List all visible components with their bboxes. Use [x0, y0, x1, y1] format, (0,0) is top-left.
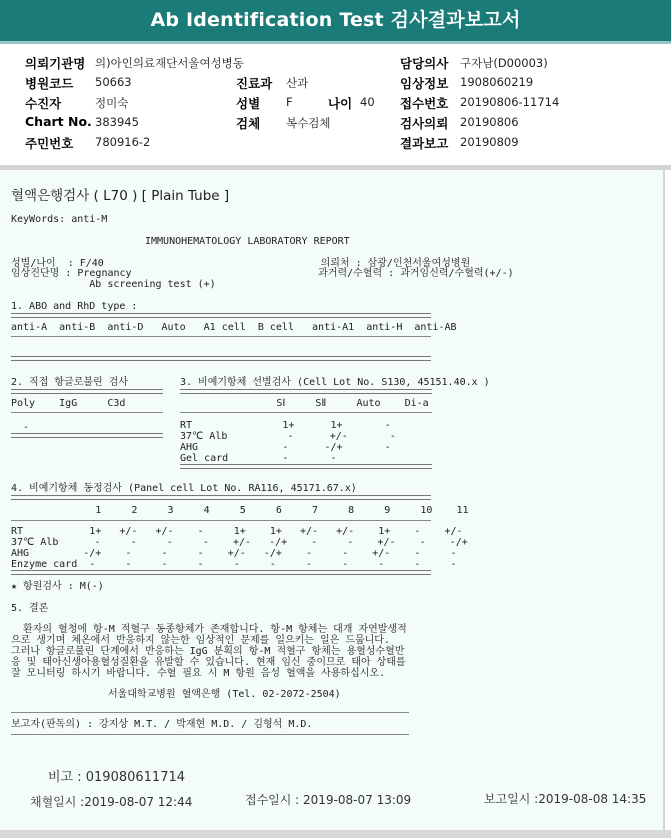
resident-no-label: 주민번호 — [25, 136, 74, 151]
conclusion-line: 잘 모니터링 하시기 바랍니다. 수혈 필요 시 M 항원 음성 혈액을 사용하십시오. — [11, 668, 386, 679]
section-title: 혈액은행검사 ( L70 ) [ Plain Tube ] — [11, 188, 230, 204]
clinical-info-label: 임상정보 — [400, 76, 449, 91]
info-line-1: 성별/나이 : F/40 의뢰처 : 삼광/인천서울여성병원 — [11, 258, 471, 269]
institution-value: 의)아인의료재단서울여성병동 — [95, 56, 244, 70]
hospital-code-value: 50663 — [95, 75, 132, 89]
report-date-label: 결과보고 — [400, 136, 449, 151]
gender-value: F — [286, 95, 293, 109]
institution-label: 의뢰기관명 — [25, 56, 86, 71]
resident-no-value: 780916-2 — [95, 135, 151, 149]
specimen-value: 복수검체 — [286, 116, 331, 130]
screen-row: 37℃ Alb - +/- - — [180, 431, 396, 442]
note: 비고 : 019080611714 — [48, 770, 186, 785]
conclusion-line: 으로 생기며 체온에서 반응하지 않는한 임상적인 문제를 일으키는 일은 드뭅니다. — [11, 635, 390, 646]
info-line-2: 임상진단명 : Pregnancy 과거력/수혈력 : 과거임신력/수혈력(+/-) — [11, 268, 514, 279]
age-label: 나이 — [328, 96, 353, 111]
panel-row: Enzyme card - - - - - - - - - - - — [11, 559, 457, 570]
divider — [11, 389, 163, 394]
dat-row: - — [11, 422, 30, 433]
patient-value: 정미숙 — [95, 96, 129, 110]
divider — [11, 356, 431, 361]
collected-datetime: 채혈일시 :2019-08-07 12:44 — [30, 795, 193, 809]
divider — [11, 570, 431, 575]
received-datetime: 접수일시 : 2019-08-07 13:09 — [245, 793, 412, 807]
reported-datetime: 보고일시 :2019-08-08 14:35 — [484, 792, 647, 806]
divider — [11, 520, 431, 521]
lab-title: IMMUNOHEMATOLOGY LABORATORY REPORT — [145, 236, 350, 247]
antigen-test: ★ 항원검사 : M(-) — [11, 581, 104, 592]
divider — [11, 734, 409, 735]
receipt-no-value: 20190806-11714 — [460, 95, 560, 109]
hospital-code-label: 병원코드 — [25, 76, 74, 91]
specimen-label: 검체 — [236, 116, 261, 131]
screen-title: 3. 비예기항체 선별검사 (Cell Lot No. S130, 45151.40.x ) — [180, 377, 490, 388]
age-value: 40 — [360, 95, 375, 109]
bottom-edge — [0, 830, 671, 838]
dat-title: 2. 직접 항글로불린 검사 — [11, 377, 129, 388]
patient-label: 수진자 — [25, 96, 62, 111]
report-title-bar — [0, 0, 671, 44]
conclusion-title: 5. 결론 — [11, 603, 49, 614]
report-date-value: 20190809 — [460, 135, 519, 149]
divider — [11, 712, 409, 713]
divider — [180, 464, 432, 469]
report-body — [0, 170, 663, 830]
chart-no-label: Chart No. — [25, 114, 92, 129]
screen-row: AHG - -/+ - — [180, 442, 391, 453]
divider — [11, 495, 431, 500]
divider — [180, 389, 432, 394]
receipt-no-label: 접수번호 — [400, 96, 449, 111]
patient-header — [0, 44, 671, 164]
abo-header: anti-A anti-B anti-D Auto A1 cell B cell anti-A1 anti-H anti-AB — [11, 322, 457, 333]
info-line-3: Ab screening test (+) — [11, 279, 216, 290]
reporters: 보고자(판독의) : 강지상 M.T. / 박재현 M.D. / 김형석 M.D. — [11, 719, 313, 730]
blood-bank-contact: 서울대학교병원 혈액은행 (Tel. 02-2072-2504) — [108, 689, 341, 700]
department-value: 산과 — [286, 76, 309, 90]
doctor-value: 구자남(D00003) — [460, 56, 548, 70]
screen-row: Gel card - - — [180, 453, 337, 464]
panel-row: AHG -/+ - - - +/- -/+ - - +/- - - — [11, 548, 457, 559]
chart-no-value: 383945 — [95, 115, 139, 129]
screen-header: SⅠ SⅡ Auto Di-a — [180, 398, 429, 409]
conclusion-line: 응 및 태아신생아용혈성질환을 유발할 수 있습니다. 현재 임신 중이므로 태아 상태를 — [11, 657, 406, 668]
doctor-label: 담당의사 — [400, 56, 449, 71]
panel-row: 37℃ Alb - - - - +/- -/+ - - +/- - -/+ — [11, 537, 468, 548]
request-date-label: 검사의뢰 — [400, 116, 449, 131]
panel-row: RT 1+ +/- +/- - 1+ 1+ +/- +/- 1+ - +/- — [11, 526, 463, 537]
dat-header: Poly IgG C3d — [11, 398, 126, 409]
screen-row: RT 1+ 1+ - — [180, 420, 391, 431]
divider — [11, 433, 163, 438]
conclusion-line: 그러나 항글로불린 단계에서 반응하는 IgG 분획의 항-M 적혈구 항체는 용혈성수혈반 — [11, 646, 405, 657]
divider — [11, 336, 431, 337]
divider — [11, 412, 163, 413]
conclusion-line: 환자의 혈청에 항-M 적혈구 동종항체가 존재합니다. 항-M 항체는 대개 자연발생적 — [11, 624, 407, 635]
panel-title: 4. 비예기항체 동정검사 (Panel cell Lot No. RA116, 45171.67.x) — [11, 483, 357, 494]
request-date-value: 20190806 — [460, 115, 519, 129]
gender-label: 성별 — [236, 96, 261, 111]
clinical-info-value: 1908060219 — [460, 75, 534, 89]
divider — [180, 412, 432, 413]
scroll-edge — [663, 170, 665, 830]
report-title: Ab Identification Test 검사결과보고서 — [150, 9, 521, 31]
keywords: KeyWords: anti-M — [11, 214, 108, 225]
abo-title: 1. ABO and RhD type : — [11, 301, 138, 312]
department-label: 진료과 — [236, 76, 273, 91]
divider — [11, 313, 431, 318]
panel-header: 1 2 3 4 5 6 7 8 9 10 11 — [11, 505, 469, 516]
